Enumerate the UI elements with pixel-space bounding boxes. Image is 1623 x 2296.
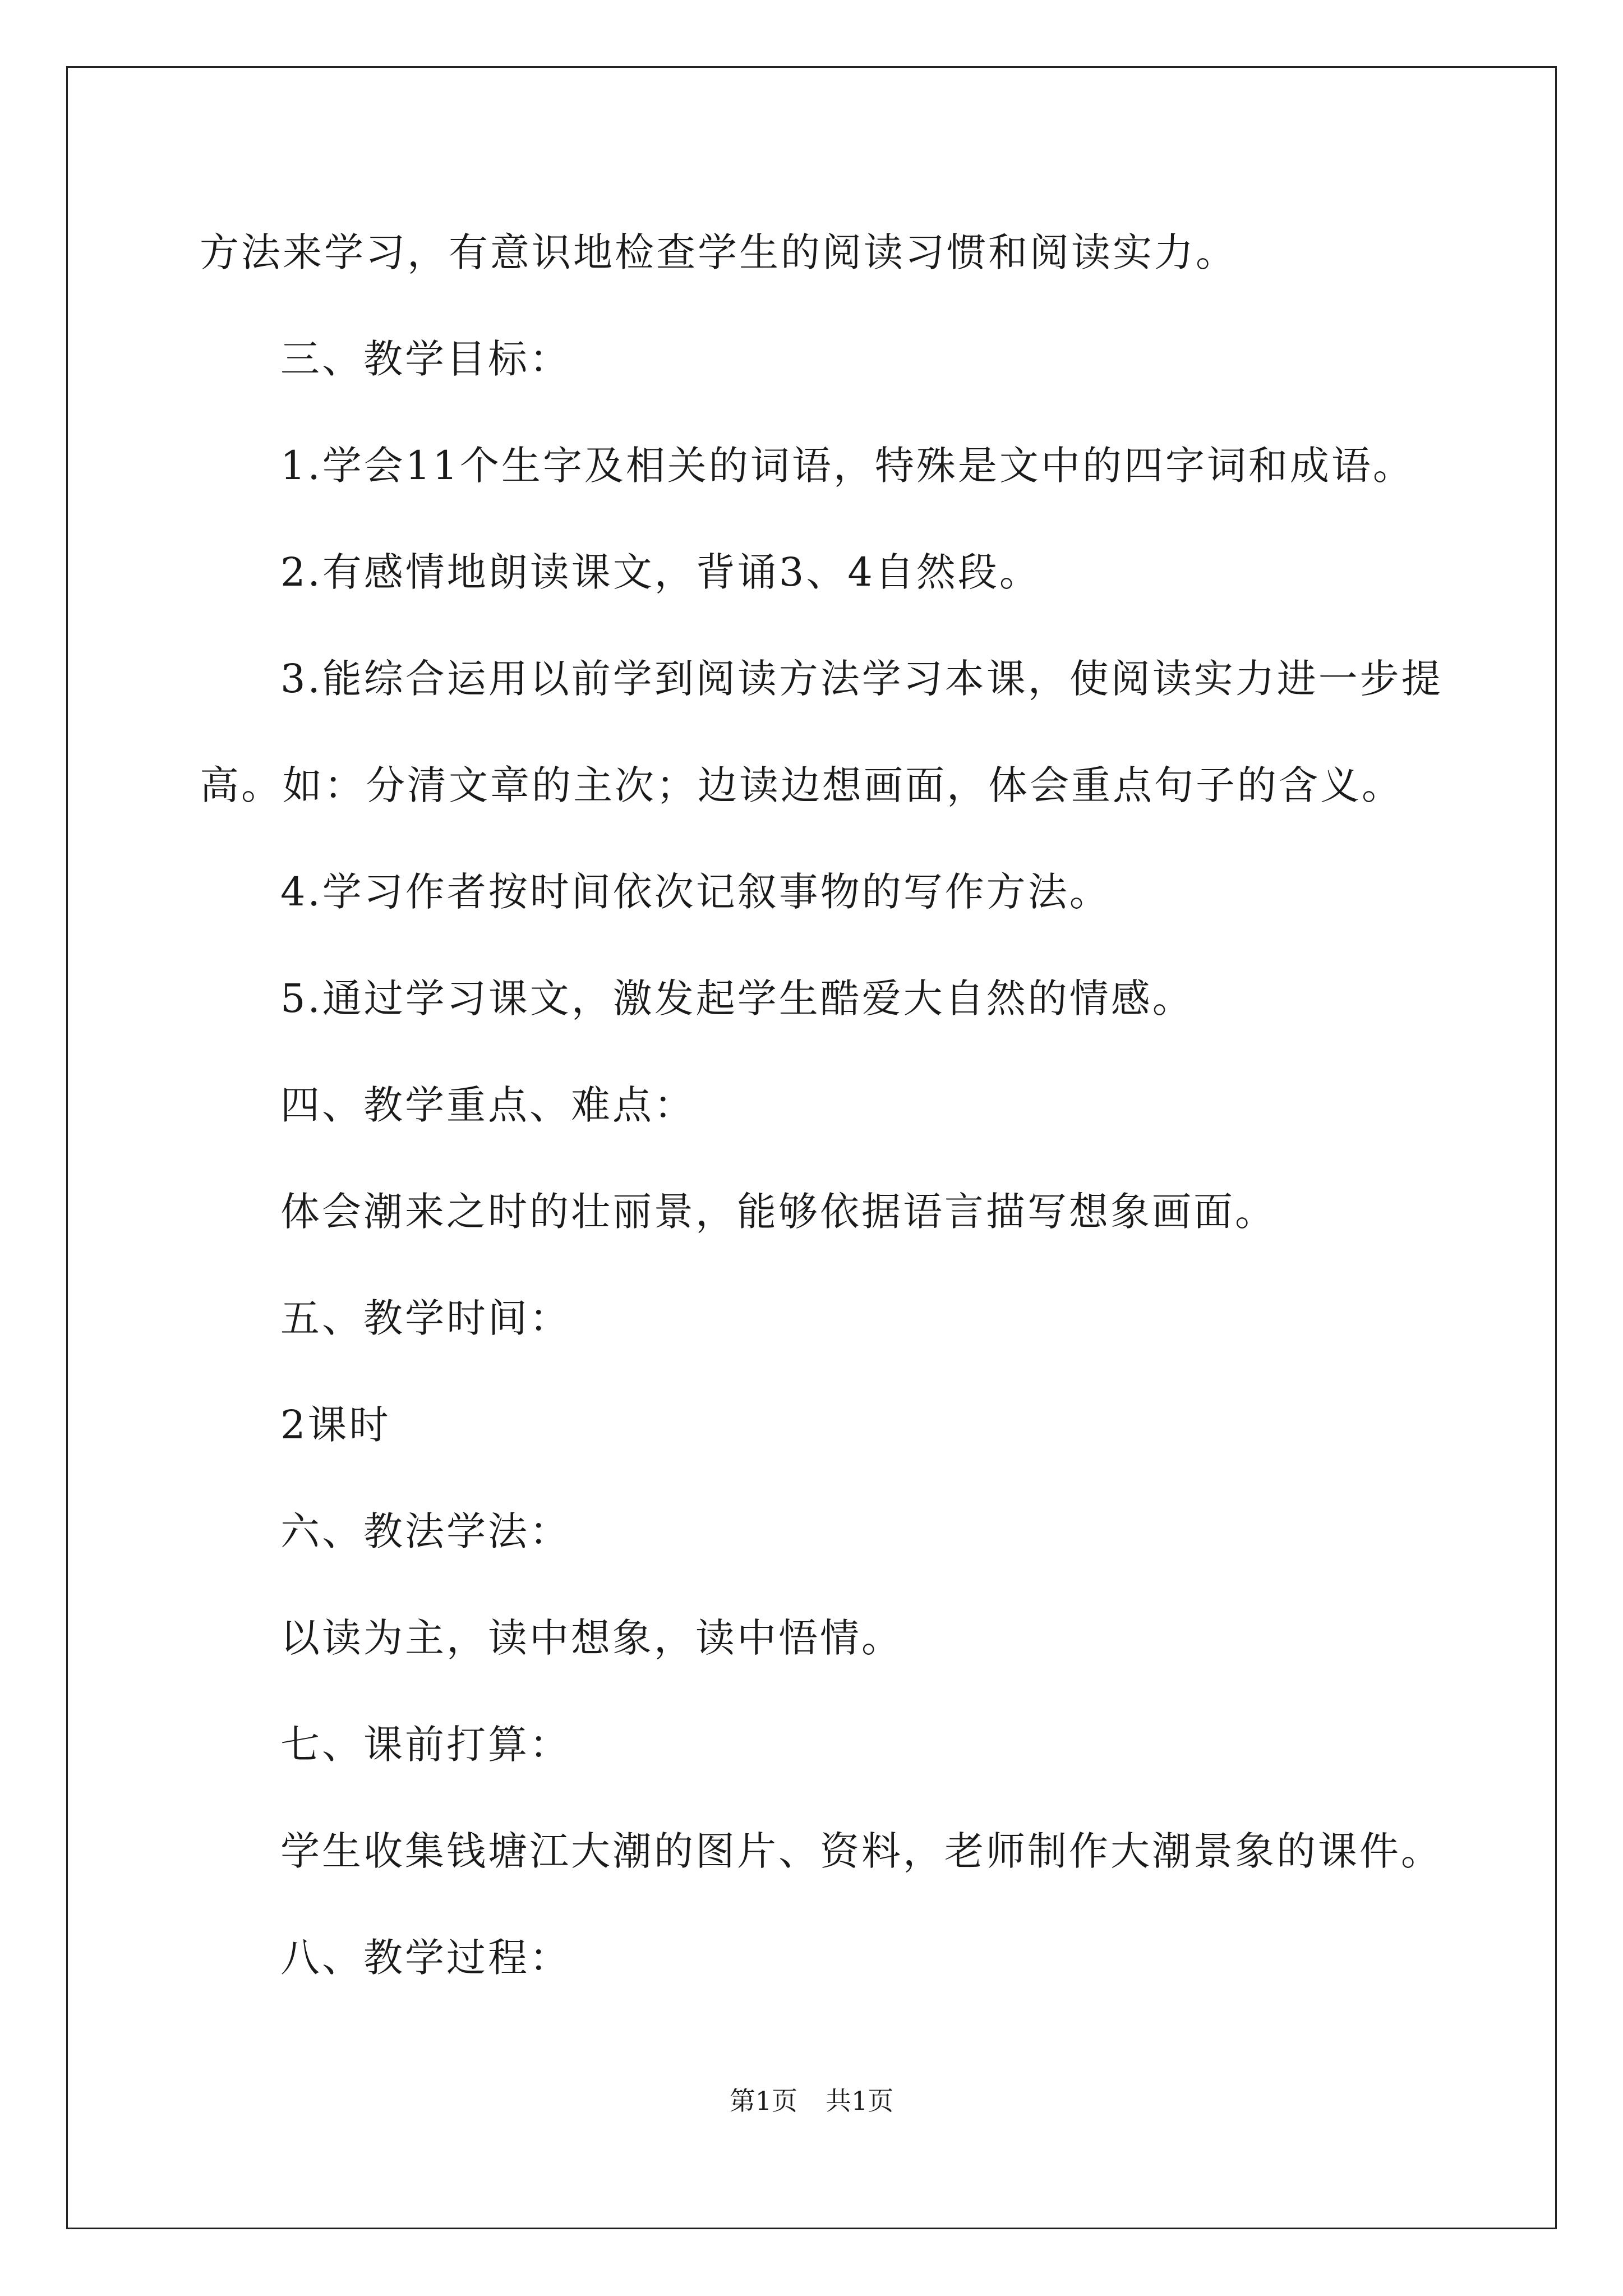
paragraph-line: 方法来学习，有意识地检查学生的阅读习惯和阅读实力。	[200, 229, 1237, 275]
section-heading: 八、教学过程：	[280, 1935, 571, 1981]
paragraph-line: 高。如：分清文章的主次；边读边想画面，体会重点句子的含义。	[200, 762, 1403, 808]
paragraph-line: 5.通过学习课文，激发起学生酷爱大自然的情感。	[280, 976, 1194, 1022]
paragraph-line: 4.学习作者按时间依次记叙事物的写作方法。	[280, 869, 1111, 915]
page-footer	[0, 2084, 1623, 2118]
section-heading: 五、教学时间：	[280, 1295, 571, 1341]
page-border	[66, 66, 1557, 2229]
paragraph-line: 学生收集钱塘江大潮的图片、资料，老师制作大潮景象的课件。	[280, 1828, 1442, 1874]
paragraph-line: 体会潮来之时的壮丽景，能够依据语言描写想象画面。	[280, 1189, 1276, 1235]
section-heading: 三、教学目标：	[280, 336, 571, 382]
page-number: 第1页	[729, 2086, 797, 2116]
section-heading: 七、课前打算：	[280, 1722, 571, 1768]
paragraph-line: 1.学会11个生字及相关的词语，特殊是文中的四字词和成语。	[280, 443, 1414, 489]
page-total: 共1页	[826, 2086, 894, 2116]
section-heading: 六、教法学法：	[280, 1508, 571, 1554]
paragraph-line: 以读为主，读中想象，读中悟情。	[280, 1615, 903, 1661]
paragraph-line: 3.能综合运用以前学到阅读方法学习本课，使阅读实力进一步提	[280, 656, 1443, 702]
paragraph-line: 2.有感情地朗读课文，背诵3、4自然段。	[280, 549, 1041, 595]
paragraph-line: 2课时	[280, 1402, 391, 1448]
section-heading: 四、教学重点、难点：	[280, 1082, 695, 1128]
